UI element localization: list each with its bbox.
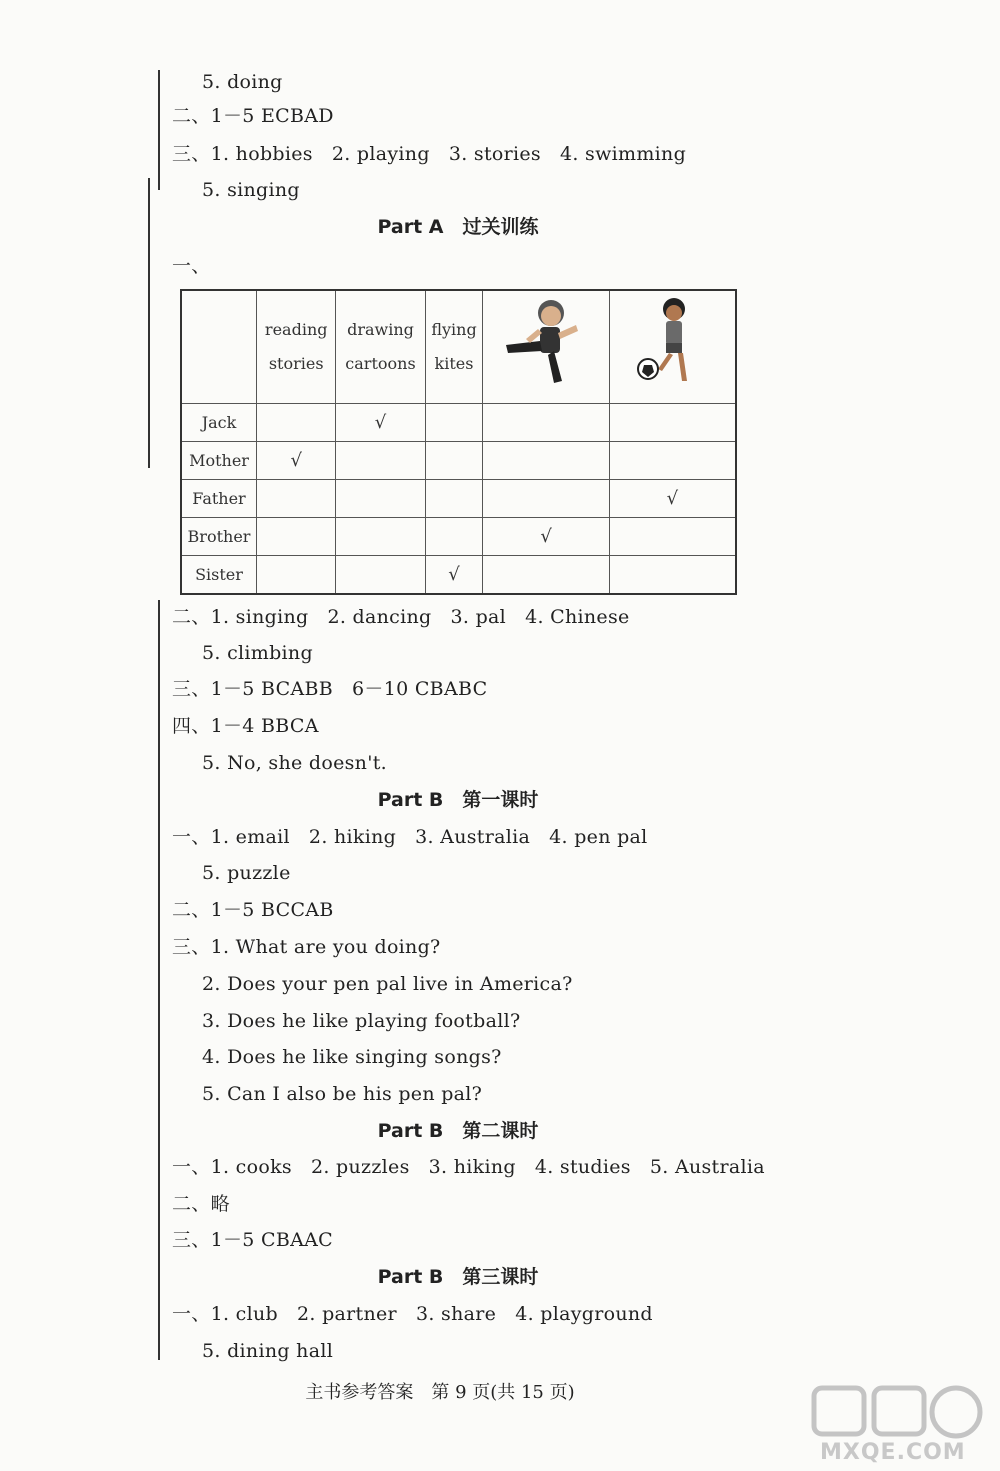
table-cell: √ — [336, 404, 425, 442]
answer-line: 二、1. singing 2. dancing 3. pal 4. Chinese — [172, 606, 630, 628]
kung-fu-kick-image — [483, 290, 609, 404]
table-row-name: Brother — [181, 518, 257, 556]
table-row-name: Mother — [181, 442, 257, 480]
table-cell — [425, 480, 483, 518]
table-cell — [483, 480, 609, 518]
football-player-image — [609, 290, 736, 404]
table-cell — [609, 556, 736, 595]
answer-line: 二、1－5 ECBAD — [172, 105, 334, 127]
table-cell — [257, 518, 336, 556]
answer-line: 5. puzzle — [202, 862, 291, 884]
table-cell — [483, 556, 609, 595]
section-heading: Part B 第二课时 — [377, 1120, 539, 1142]
answer-line: 二、1－5 BCCAB — [172, 899, 334, 921]
answer-line: 一、1. cooks 2. puzzles 3. hiking 4. studies 5. Australia — [172, 1156, 765, 1178]
answer-line: 四、1－4 BBCA — [172, 715, 319, 737]
answer-line: 5. dining hall — [202, 1340, 334, 1362]
table-cell — [336, 556, 425, 595]
table-cell — [257, 404, 336, 442]
table-cell: √ — [425, 556, 483, 595]
answer-line: 3. Does he like playing football? — [202, 1010, 521, 1032]
answer-line: 三、1. What are you doing? — [172, 936, 441, 958]
margin-rule-bottom — [158, 600, 160, 1360]
section-label: 一、 — [172, 255, 211, 277]
table-cell — [609, 518, 736, 556]
table-cell — [483, 442, 609, 480]
table-cell — [425, 404, 483, 442]
table-row-name: Father — [181, 480, 257, 518]
table-cell — [609, 404, 736, 442]
answer-line: 5. No, she doesn't. — [202, 752, 388, 774]
table-cell — [425, 442, 483, 480]
answer-line: 二、略 — [172, 1193, 230, 1215]
answer-line: 5. singing — [202, 179, 300, 201]
answer-line: 5. doing — [202, 71, 283, 93]
answer-line: 三、1. hobbies 2. playing 3. stories 4. swimming — [172, 143, 687, 165]
table-cell — [336, 518, 425, 556]
answer-line: 5. Can I also be his pen pal? — [202, 1083, 483, 1105]
table-cell — [483, 404, 609, 442]
table-cell — [257, 556, 336, 595]
section-heading: Part A 过关训练 — [377, 216, 539, 238]
table-row-name: Jack — [181, 404, 257, 442]
answer-line: 一、1. club 2. partner 3. share 4. playground — [172, 1303, 653, 1325]
table-cell — [336, 442, 425, 480]
answer-line: 5. climbing — [202, 642, 313, 664]
answer-line: 4. Does he like singing songs? — [202, 1046, 502, 1068]
section-heading: Part B 第一课时 — [377, 789, 539, 811]
table-header-cell: reading stories — [257, 290, 336, 404]
table-cell: √ — [483, 518, 609, 556]
watermark-text: MXQE.COM — [820, 1440, 966, 1465]
table-header-cell: drawing cartoons — [336, 290, 425, 404]
hobby-table — [180, 289, 737, 595]
table-cell: √ — [609, 480, 736, 518]
table-header-cell: flying kites — [425, 290, 483, 404]
table-row-name: Sister — [181, 556, 257, 595]
table-cell — [609, 442, 736, 480]
table-cell: √ — [257, 442, 336, 480]
margin-rule-top — [158, 70, 160, 190]
answer-line: 三、1－5 BCABB 6－10 CBABC — [172, 678, 488, 700]
table-cell — [336, 480, 425, 518]
answer-line: 2. Does your pen pal live in America? — [202, 973, 573, 995]
table-corner-cell — [181, 290, 257, 404]
table-cell — [257, 480, 336, 518]
answer-line: 一、1. email 2. hiking 3. Australia 4. pen pal — [172, 826, 648, 848]
table-cell — [425, 518, 483, 556]
answer-line: 三、1－5 CBAAC — [172, 1229, 333, 1251]
section-heading: Part B 第三课时 — [377, 1266, 539, 1288]
page-footer: 主书参考答案 第 9 页(共 15 页) — [305, 1382, 575, 1403]
